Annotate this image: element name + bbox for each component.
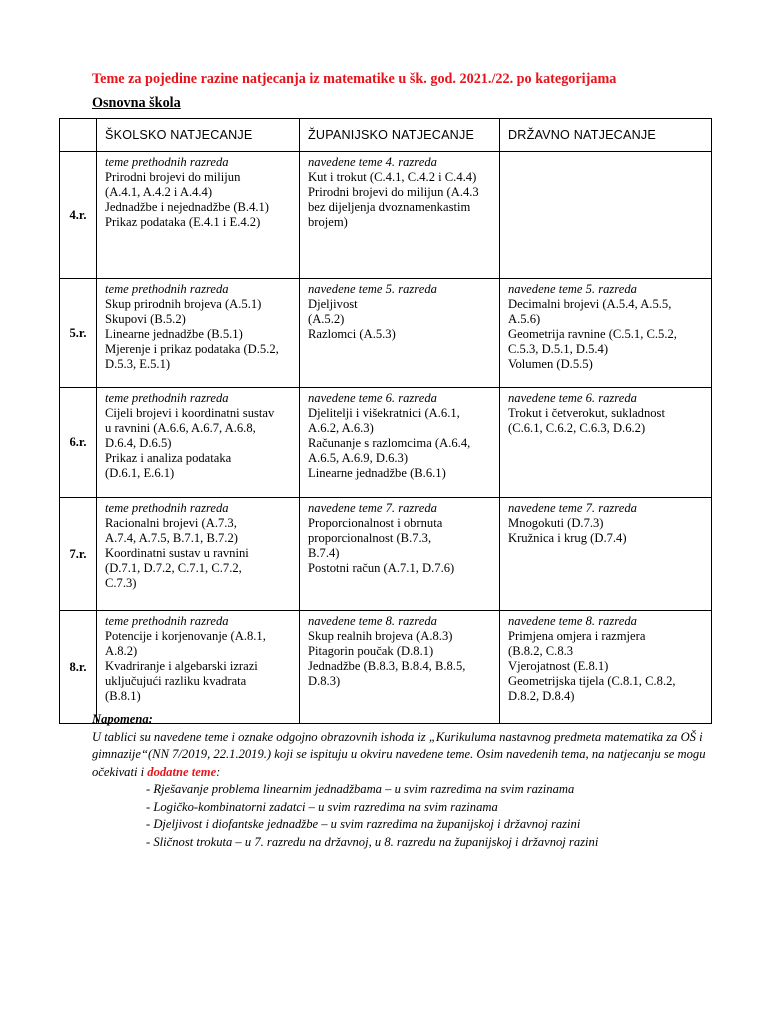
cell-line: D.6.4, D.6.5) [105,436,172,450]
drzavno-cell [500,611,712,724]
cell-line: Primjena omjera i razmjera [508,629,646,643]
cell-line: Geometrija ravnine (C.5.1, C.5.2, [508,327,677,341]
cell-line: Linearne jednadžbe (B.6.1) [308,466,446,480]
cell-line: Prikaz podataka (E.4.1 i E.4.2) [105,215,261,229]
table-row [60,152,712,279]
cell-line: Koordinatni sustav u ravnini [105,546,249,560]
cell-line: D.5.3, E.5.1) [105,357,171,371]
cell-intro: navedene teme 4. razreda [308,155,437,169]
cell-intro: teme prethodnih razreda [105,155,229,169]
header-drzavno: DRŽAVNO NATJECANJE [500,119,712,152]
cell-line: Geometrijska tijela (C.8.1, C.8.2, [508,674,676,688]
note-heading: Napomena: [92,712,153,726]
zupanijsko-cell [300,498,500,611]
zupanijsko-cell [300,611,500,724]
skolsko-cell [97,152,300,279]
cell-line: Kut i trokut (C.4.1, C.4.2 i C.4.4) [308,170,477,184]
cell-line: D.8.3) [308,674,341,688]
grade-cell: 6.r. [60,388,97,498]
note-highlight: dodatne teme [147,764,217,779]
cell-line: A.7.4, A.7.5, B.7.1, B.7.2) [105,531,238,545]
cell-line: Jednadžbe i nejednadžbe (B.4.1) [105,200,270,214]
cell-line: Računanje s razlomcima (A.6.4, [308,436,471,450]
table-row [60,611,712,724]
cell-line: Razlomci (A.5.3) [308,327,396,341]
note-list-item: - Djeljivost i diofantske jednadžbe – u svim razredima na županijskoj i državnoj razini [146,817,581,831]
cell-line: Vjerojatnost (E.8.1) [508,659,609,673]
cell-intro: navedene teme 8. razreda [508,614,637,628]
cell-line: Volumen (D.5.5) [508,357,593,371]
cell-line: Proporcionalnost i obrnuta [308,516,443,530]
cell-line: D.8.2, D.8.4) [508,689,575,703]
header-empty-cell [60,119,97,152]
cell-line: Prirodni brojevi do milijun [105,170,241,184]
cell-line: Trokut i četverokut, sukladnost [508,406,665,420]
cell-line: (A.4.1, A.4.2 i A.4.4) [105,185,213,199]
cell-line: Racionalni brojevi (A.7.3, [105,516,237,530]
header-skolsko: ŠKOLSKO NATJECANJE [97,119,300,152]
cell-line: Kružnica i krug (D.7.4) [508,531,627,545]
grade-cell: 5.r. [60,279,97,388]
drzavno-cell [500,388,712,498]
drzavno-cell [500,498,712,611]
cell-line: u ravnini (A.6.6, A.6.7, A.6.8, [105,421,256,435]
cell-intro: navedene teme 5. razreda [508,282,637,296]
grade-cell: 4.r. [60,152,97,279]
cell-intro: teme prethodnih razreda [105,501,229,515]
cell-line: uključujući razliku kvadrata [105,674,247,688]
cell-line: Potencije i korjenovanje (A.8.1, [105,629,266,643]
section-heading: Osnovna škola [92,95,181,111]
drzavno-cell [500,279,712,388]
cell-line: (B.8.1) [105,689,141,703]
cell-line: Skupovi (B.5.2) [105,312,186,326]
cell-line: Skup realnih brojeva (A.8.3) [308,629,453,643]
note-list-item: - Rješavanje problema linearnim jednadžbama – u svim razredima na svim razinama [146,782,575,796]
zupanijsko-cell [300,152,500,279]
cell-line: C.7.3) [105,576,137,590]
zupanijsko-cell [300,388,500,498]
cell-line: Mnogokuti (D.7.3) [508,516,604,530]
cell-line: (A.5.2) [308,312,345,326]
cell-intro: navedene teme 7. razreda [308,501,437,515]
table-header-row [60,119,712,152]
cell-intro: navedene teme 8. razreda [308,614,437,628]
cell-line: B.7.4) [308,546,340,560]
cell-line: Prikaz i analiza podataka [105,451,232,465]
skolsko-cell [97,611,300,724]
cell-line: Kvadriranje i algebarski izrazi [105,659,258,673]
cell-line: Djelitelji i višekratnici (A.6.1, [308,406,460,420]
drzavno-cell [500,152,712,279]
cell-line: Djeljivost [308,297,358,311]
cell-line: Postotni račun (A.7.1, D.7.6) [308,561,455,575]
skolsko-cell [97,279,300,388]
cell-line: (D.6.1, E.6.1) [105,466,175,480]
note-list [92,781,712,851]
cell-line: A.6.2, A.6.3) [308,421,374,435]
cell-line: C.5.3, D.5.1, D.5.4) [508,342,609,356]
header-zupanijsko: ŽUPANIJSKO NATJECANJE [300,119,500,152]
cell-line: A.6.5, A.6.9, D.6.3) [308,451,409,465]
table-row [60,388,712,498]
cell-line: Decimalni brojevi (A.5.4, A.5.5, [508,297,672,311]
cell-line: Pitagorin poučak (D.8.1) [308,644,434,658]
cell-line: A.5.6) [508,312,541,326]
cell-line: Mjerenje i prikaz podataka (D.5.2, [105,342,279,356]
cell-intro: navedene teme 7. razreda [508,501,637,515]
table-row [60,498,712,611]
note-list-item: - Sličnost trokuta – u 7. razredu na državnoj, u 8. razredu na županijskoj i državnoj razini [146,834,599,849]
zupanijsko-cell [300,279,500,388]
cell-line: Skup prirodnih brojeva (A.5.1) [105,297,262,311]
cell-line: (D.7.1, D.7.2, C.7.1, C.7.2, [105,561,242,575]
note-text: U tablici su navedene teme i oznake odgojno obrazovnih ishoda iz „Kurikuluma nastavnog predmeta matematika za OŠ i gimnazije“(NN 7/2019, 22.1.2019.) koji se ispituju u okviru navedene teme. Osim navedenih tema, na natjecanju se mogu očekivati i [92,729,706,779]
topics-table [59,118,712,724]
cell-line: Jednadžbe (B.8.3, B.8.4, B.8.5, [308,659,466,673]
cell-intro: navedene teme 6. razreda [508,391,637,405]
note-block [92,711,712,851]
document-title: Teme za pojedine razine natjecanja iz matematike u šk. god. 2021./22. po kategorijama [92,71,617,87]
skolsko-cell [97,498,300,611]
cell-intro: teme prethodnih razreda [105,614,229,628]
grade-cell: 7.r. [60,498,97,611]
cell-line: A.8.2) [105,644,138,658]
skolsko-cell [97,388,300,498]
cell-intro: teme prethodnih razreda [105,391,229,405]
table-row [60,279,712,388]
cell-line: Linearne jednadžbe (B.5.1) [105,327,243,341]
cell-line: proporcionalnost (B.7.3, [308,531,432,545]
note-colon: : [216,764,221,779]
cell-line: brojem) [308,215,348,229]
cell-line: (B.8.2, C.8.3 [508,644,574,658]
cell-intro: navedene teme 6. razreda [308,391,437,405]
cell-intro: teme prethodnih razreda [105,282,229,296]
cell-line: Prirodni brojevi do milijun (A.4.3 [308,185,479,199]
grade-cell: 8.r. [60,611,97,724]
cell-line: Cijeli brojevi i koordinatni sustav [105,406,275,420]
cell-line: bez dijeljenja dvoznamenkastim [308,200,471,214]
note-list-item: - Logičko-kombinatorni zadatci – u svim razredima na svim razinama [146,799,498,814]
cell-intro: navedene teme 5. razreda [308,282,437,296]
cell-line: (C.6.1, C.6.2, C.6.3, D.6.2) [508,421,646,435]
